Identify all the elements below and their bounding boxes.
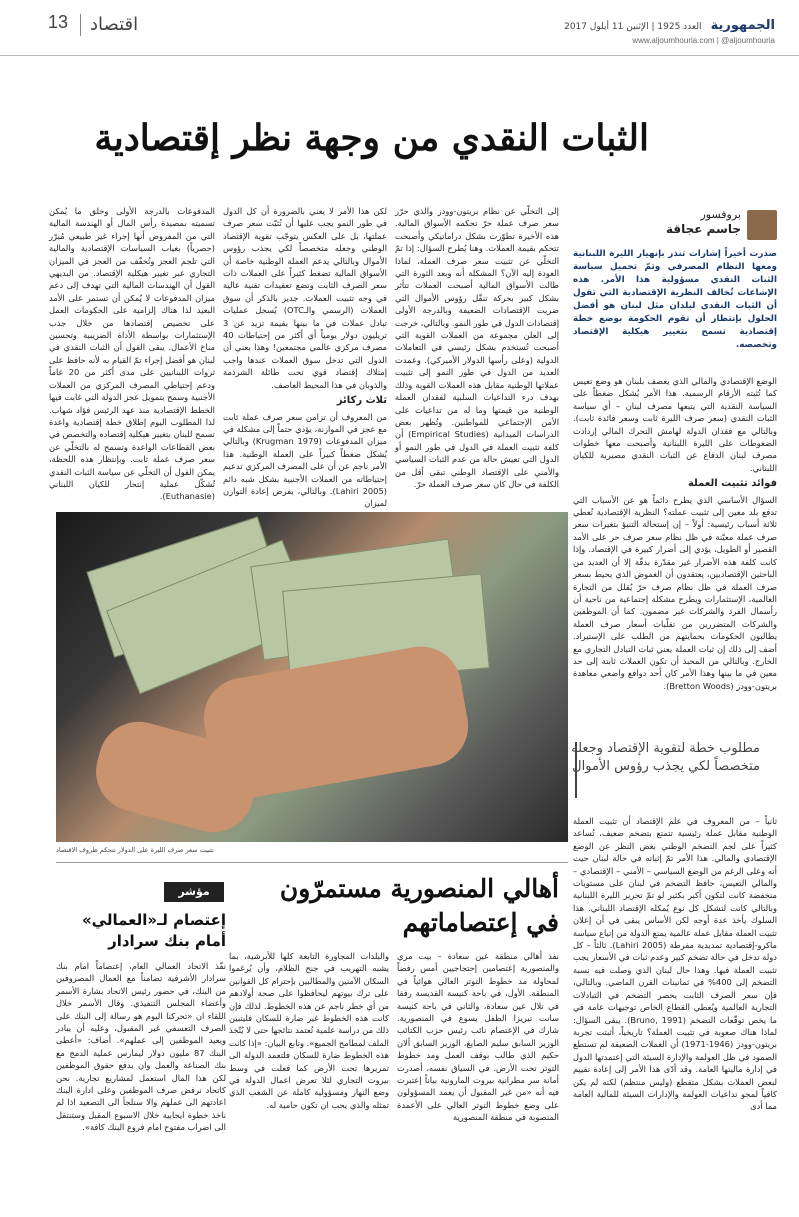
subheading: ثلاث ركائز xyxy=(336,395,387,407)
header-divider xyxy=(80,14,81,36)
paragraph: ثانياً – من المعروف في علم الإقتصاد أن تثبيت العملة الوطنية مقابل عملة رئيسية تتمتع بتضخم ضعيف، تُساعد كثيراً على لجم التضخم الوطني بغض النظر عن الوضع الإقتصادي والمالي. هذا الأمر تمّ إثباته في حالة لبنان حيث أنه وعلى الرغم من الوضع السياسي – الأمني – الإقتصادي – والمالي التعيس، حافظ التضخم في لبنان على مستويات منخفضة كانت لتكون أكبر بكثير لو تمّ تحرير الليرة اللبنانية وبالتالي كانت لتشكل كل نوع يُمكله الإقتصاد اللبناني. هذا السلوك يأخذ عدة أوجه لكن الأساس يبقى في أن إعلان تثبيت العملة مقابل عملة عالمية يمنع الدولة من إتباع سياسة ماكرو-إقتصادية تمديدية مفرطة (Lahiri 2005). ثالثاً – كل دولة تدخل في حالة تضخم كبير وعدم ثبات في الأسعار يجب تثبيت العملة فيها. وهذا حال لبنان الذي وصلت فيه نسبة التضخم إلى 400% في ثمانينات القرن الماضي. وبالتالي، فإن سعر الصرف الثابت يحصر التضخم في التبادلات التجارية العالمية ويُعطي القطاع الخاص توجيهات عامة في ما يخص توقّعات التضخم (Bruno, 1991). يبقى السؤال: لماذا هناك صعوبة في تثبيت العملة؟ تاريخياً، أثبتت تجربة بريتون-وودز (1946-1971) أن العملات الضعيفة لم تستطع الصمود في ظل العولمة والإدارة السيئة التي إعتمدتها الدول في إدارة ماليتها العامة. وقد أدّى هذا الأمر إلى إعادة تقييم لبعض العملات بشكل متقطع (وليس منتظم) لكنه لم يكن كافياً لمحو تداعيات العولمة والإدارات السيئة للمالية العامة مما أدى xyxy=(573,816,777,1112)
section-divider xyxy=(56,862,568,863)
article-column-3 xyxy=(223,205,387,509)
paragraph: من المعروف أن تزامن سعر صرف عملة ثابت مع عجز في الموازنة، يؤدي حتماً إلى مشكلة في ميزان المدفوعات (Krugman 1979) وبالتالي يُشكل ضغطاً كبيراً على العملة الوطنية. هذا الأمر ناجم عن أن على المصرف المركزي تدعيم إحتياطاته من العملات الأجنبية بشكل شبه دائم (Lahiri 2005). وبالتالي، يفرض إعادة التوازن لميزان xyxy=(223,411,387,509)
story3-column xyxy=(56,960,226,1200)
paragraph: السؤال الأساسي الذي يطرح دائماً هو عن الأسباب التي تدفع بلد معين إلى تثبيت عملته؟ النظرية الإقتصادية تُعطي ثلاثة أسباب رئيسية: أولاً – إن إستحالة التنبؤ بتغيرات سعر صرف عملة معيّنة في ظل نظام سعر صرف حر على الأمد القصير أو الطويل، يؤدي إلى أضرار كبيرة في الإقتصاد. وإذا كانت كلفة هذه الأضرار غير مقدّرة بدقّة إلا أن العديد من الباحثين الإقتصاديين، يعتقدون أن الغموض الذي يحيط بسعر صرف العملة في ظل نظام صرف حرّ يُقلل من التجارة العالمية، الإستثمارات ويطرح مشكلة إجتماعية من ناحية أن رأسمال الفرد والشركات غير مضمون. كما أن الموظفين والشركات المتضررين من تقلّبات أسعار صرف العملة يطالبون الحكومات بحمايتهم من الطلب على الإستيراد. أضف إلى ذلك إن ثبات العملة يعني ثبات التبادل التجاري مع الخارج. وبالتالي من المحبذ أن تكون العملات ثابتة إلى حد معين في ما بينها وهذا الأمر كان أحد دوافع واضعي معاهدة بريتون-وودز (Bretton Woods). xyxy=(573,494,777,691)
paragraph: نفّذ الاتحاد العمالي العام، إعتصاماً امام بنك سرادار الأشرفية تضامناً مع العمال المصروفين من البنك، في حضور رئيس الاتحاد بشارة الأسمر وأعضاء المجلس التنفيذي. وقال الأسمر خلال اللقاء ان «تحركنا اليوم هو رسالة إلى البنك على الصرف التعسفي غير المقبول، وعليه أن يبادر ويعيد الموظفين إلى عملهم». أضاف: «أعطى البنك 87 مليون دولار ليمارس عملية الدمج مع بنك الصناعة والعمل وان يدفع حقوق الموظفين لكن هذا المال استعمل لمشاريع تجارية. نحن كاتحاد نرفض صرف الموظفين وعلى ادارة البنك اعادتهم الى عملهم والا سنلجأ الى التصعيد اذا لم ناخذ خطوة ايجابية خلال الاسبوع المقبل وستنتقل الى اضراب مفتوح امام فروع البنك كافة». xyxy=(56,961,226,1133)
paragraph: المدفوعات بالدرجة الأولى وخلق ما يُمكن تسميته بمصيدة رأس المال أو الهندسة المالية التي من المفروض أنها إجراء غير طبيعي مُبرّر (حصرياً) بغياب السياسات الإقتصادية والمالية التي تلجم العجز وتُخفّف من العجز في الميزان التجاري عبر تغيير هيكلية الإقتصاد. من البديهي القول أن الهندسات المالية التي تهدف إلى دعم ميزان المدفوعات لا يُمكن أن تستمر على الأمد البعيد لذا هناك إلزامية على الحكومات العمل على تخصيص إقتصادها من خلال جذب الإستثمارات بواسطة الأداة الضريبية وتحسين مناخ الأعمال. يبقى القول أن الثبات النقدي في لبنان هو أفضل إجراء تمّ القيام به لأنه حافظ على ثروات اللبنانيين على مدى أكثر من 20 عاماً ودعم إحتياطي المصرف المركزي من العملات الأجنبية وسمح بتمويل عجز الدولة التي غابت فيها الخطط الإقتصادية منذ عهد الرئيس فؤاد شهاب. لذا المطلوب اليوم إطلاق خطة إقتصادية واعدة تسمح للبنان بتغيير هيكلية إقتصاده والتخصص في بعض القطاعات الواعدة وتسمح له بالتخلّي عن سعر صرف عملة ثابت. وبإنتظار هذه اللحظة، يمكن القول أن التخلّي عن سياسة الثبات النقدي تُشكّل عملية إنتحار للكيان اللبناني (Euthanasie). xyxy=(49,206,215,502)
subheading: فوائد تثبيت العملة xyxy=(687,478,777,490)
article-column-4 xyxy=(49,205,215,505)
story2-column-a xyxy=(397,950,559,1200)
article-lead: صدرت أخيراً إشارات تنذر بإنهيار الليرة اللبنانية ومعها النظام المصرفي وتمّ تحميل سياسة الثبات النقدي مسؤولية هذا الأمر. هذه الإشاعات تُخالف النظرية الإقتصادية التي تقول أن الثبات النقدي لبلدان مثل لبنان هو أفضل الحلول بإنتظار أن تقوم الحكومة بوضع خطة إقتصادية تسمح بتغيير هيكلية الإقتصاد وتخصصه. xyxy=(573,249,777,350)
article-column-1 xyxy=(573,375,777,730)
paragraph: الوضع الإقتصادي والمالي الذي يعصف بلبنان هو وضع تعيس كما تُثبته الأرقام الرسمية. هذا الأمر يُشكل ضغطاً على السياسة النقدية التي يتبعها مصرف لبنان – أي سياسة الثبات النقدي (سعر صرف الليرة ثابت وسعر فائدة ثابت). وبالتالي مع فقدان الدولة لهامش التحرك المالي إزدادت الضغوطات على الليرة اللبنانية وأصبحت معها خطوات مصرف لبنان الدفاع عن الثبات النقدي مصيرية للكيان اللبناني. xyxy=(573,376,777,473)
pullquote: مطلوب خطة لتقوية الإقتصاد وجعله متخصصاً لكي يجذب رؤوس الأموال xyxy=(571,741,760,774)
photo-caption: تثبيت سعر صرف الليرة على الدولار تتحكم ظروف الاقتصاد xyxy=(56,846,214,854)
paragraph: لكن هذا الأمر لا يعني بالضرورة أن كل الدول في طور النمو يجب عليها أن تُثبّت سعر صرف عملتها، بل على العكس يتوجّب تقوية الإقتصاد الوطني وجعله متخصصاً لكي يجذب رؤوس الأموال وبالتالي يدعم العملة الوطنية خاصة أن الأسواق المالية تضغط كثيراً على العملات ذات سعر الصرف الثابت وتضع تعقيدات تقنية عالية في وجه تثبيت العملات. جدير بالذكر أن سوق العملات (الرسمي والـOTC) يُسجل عمليات تبادل عملات في ما بينها بقيمة تزيد عن 3 تريليون دولار يومياً أي أكثر من إحتياطات 40 مصرف مركزي عالمي مجتمعين! وهذا يعني أن الدول التي تدخل سوق العملات عندها واجب إمتلاك إقتصاد قوي تحت طائلة الشرذمة والذوبان في هذا المحيط العاصف. xyxy=(223,206,387,390)
story3-label: مؤشر xyxy=(164,882,224,902)
story2-column-b xyxy=(229,950,389,1200)
paragraph: نفذ أهالي منطقة عين سعادة – بيت مري والمنصورية إعتصامين إحتجاجيين أمس رفضاً لمحاولة مد خطوط التوتر العالي هوائياً في المنطقة. الأول، في باحة كنيسة القديسة رفقا في تلال عين سعادة، والثاني في باحة كنيسة سانت تيريزا الطفل يسوع في المنصورية. شارك في الإعتصام نائب رئيس حزب الكتائب الوزير السابق سليم الصايغ، الوزير السابق ألان حكيم الذي طالب بوقف العمل ومد خطوط التوتر تحت الأرض. في السياق نفسه، أصدرت أمانة سر مطرانية بيروت المارونية بياناً إعتبرت فيه أنه «من غير المقبول أن يعمد المسؤولون على وضع خطوط التوتر العالي على الأعمدة المنصوبة في منطقة المنصورية xyxy=(397,951,559,1123)
article-column-1-continued xyxy=(573,815,777,1205)
money-photo xyxy=(56,512,568,842)
story3-headline: إعتصام لـ«العمالي» أمام بنك سرادار xyxy=(81,911,226,950)
issue-info: العدد 1925 | الإثنين 11 أيلول 2017 xyxy=(564,22,702,32)
website-handle: www.aljoumhouria.com | @aljoumhouria xyxy=(632,36,775,45)
page-number: 13 xyxy=(48,12,69,32)
author-photo xyxy=(747,210,777,240)
author-title: بروفسور xyxy=(700,208,741,221)
author-name: جاسم عجاقة xyxy=(665,222,741,236)
brand-logo: الجمهورية xyxy=(710,18,775,33)
main-headline: الثبات النقدي من وجهة نظر إقتصادية xyxy=(94,117,649,159)
story2-headline: أهالي المنصورية مستمرّون في إعتصاماتهم xyxy=(279,874,559,937)
masthead xyxy=(564,14,775,45)
paragraph: والبلدات المجاورة التابعة كلها للأبرشية، بما يشبه التهريب في جنح الظلام، وأن يُرغموا السكان الآمنين والمطالبين بإحترام كل القوانين على ترك بيوتهم ليحافظوا على صحة أولادهم من أي خطر ناجم عن هذه الخطوط. لذلك فإن كانت هذه الخطوط غير ضارة للسكان فليتبين ذلك من دراسة علمية تُعتمد نتائجها حتى لا يُتّخذ الملف لمطامح الجميع». وتابع البيان: «إذا كانت هذه الخطوط ضارة للسكان فلتعمد الدولة الى تمريرها تحت الأرض كما فعلت في وسط بيروت التجاري لئلا تعرض اعمال الدولة في وضع النهار ومسؤولية كاملة عن الشعب الذي تمثله والذي يجب ان تكون حامية له. xyxy=(228,951,389,1110)
page-header xyxy=(0,0,799,56)
paragraph: إلى التخلّي عن نظام بريتون-وودز والذي حرّر سعر صرف عملة حرّ تحكمه الأسواق المالية. هذه الأخيرة تطوّرت بشكل دراماتيكي وأصبحت تتحكم بقيمة العملات. وهنا يُطرح السؤال: إذا تمّ التخلّي عن تثبيت سعر صرف العملة، لماذا العودة إليه الآن؟ المشكلة أنه وبعد الثورة التي طالت الأسواق المالية أصبحت العملات تتأثر بشكل كبير بحركة تنقّل رؤوس الأموال التي ضربت الإقتصادات الضعيفة وبالدرجة الأولى إقتصادات الدول في طور النمو. وبالتالي، خرجت إلى العلن مجموعة من العملات القوية التي أصبحت تُستخدم بشكل رئيسي في التعاملات الدولية (وعلى رأسها الدولار الأميركي). وعمدت العديد من الدول في طور النمو إلى تثبيت عملاتها الوطنية مقابل هذه العملات القوية وذلك بهدف درء التداعيات السلبية لفقدان العملة الوطنية من قيمتها وما له من تداعيات على الأمن الإجتماعي للمواطنين. وتُظهر بعض الدراسات الميدانية (Empirical Studies) أن كلفة تثبيت العملة في الدول في طور النمو أو الدول التي تعيش حالة من عدم الثبات السياسي والأمني على الإقتصاد الوطني تبقى أقل من الكلفة في حال كان سعر صرف العملة حرّ. xyxy=(395,206,559,489)
article-column-2 xyxy=(395,205,559,500)
section-name: اقتصاد xyxy=(90,14,139,35)
